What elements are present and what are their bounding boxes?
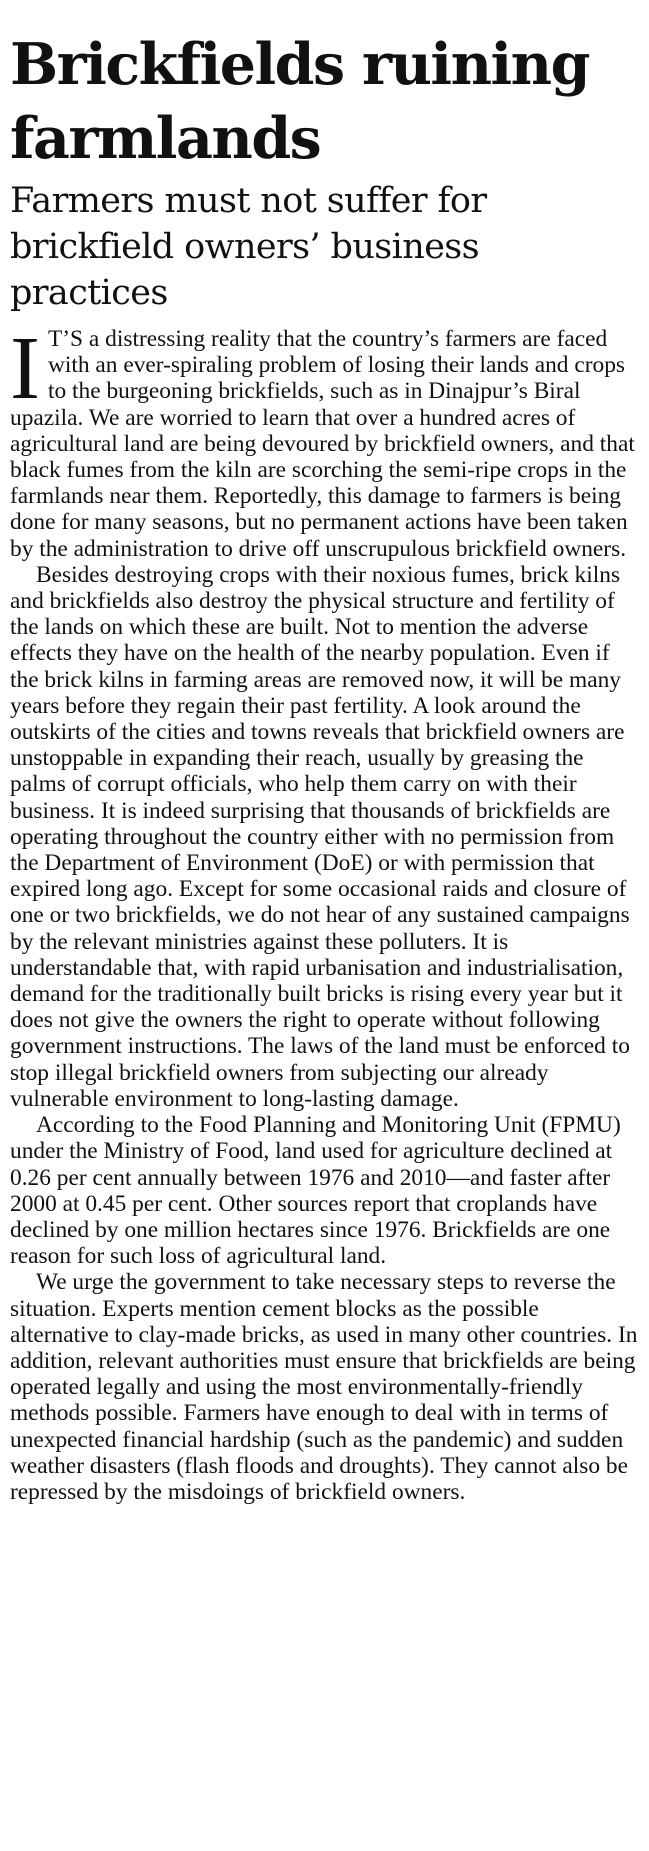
article-body <box>10 319 641 1505</box>
paragraph-2: Besides destroying crops with their noxious fumes, brick kilns and brickfields also destroy the physical structure and fertility of the lands on which these are built. Not to mention the adverse effects they have on the health of the nearby population. Even if the brick kilns in farming areas are removed now, it will be many years before they regain their past fertility. A look around the outskirts of the cities and towns reveals that brickfield owners are unstoppable in expanding their reach, usually by greasing the palms of corrupt officials, who help them carry on with their business. It is indeed surprising that thousands of brickfields are operating throughout the country either with no permission from the Department of Environment (DoE) or with permission that expired long ago. Except for some occasional raids and closure of one or two brickfields, we do not hear of any sustained campaigns by the relevant ministries against these polluters. It is understandable that, with rapid urbanisation and industrialisation, demand for the traditionally built bricks is rising every year but it does not give the owners the right to operate without following government instructions. The laws of the land must be enforced to stop illegal brickfield owners from subjecting our already vulnerable environment to long-lasting damage. <box>10 561 630 1112</box>
headline: Brickfields ruining farmlands <box>10 31 589 172</box>
paragraph-3: According to the Food Planning and Monitoring Unit (FPMU) under the Ministry of Food, land used for agriculture declined at 0.26 per cent annually between 1976 and 2010—and faster after 2000 at 0.45 per cent. Other sources report that croplands have declined by one million hectares since 1976. Brickfields are one reason for such loss of agricultural land. <box>10 1112 621 1270</box>
paragraph-4: We urge the government to take necessary steps to reverse the situation. Experts mention cement blocks as the possible alternative to clay-made bricks, as used in many other countries. In addition, relevant authorities must ensure that brickfields are being operated legally and using the most environmentally-friendly methods possible. Farmers have enough to deal with in terms of unexpected financial hardship (such as the pandemic) and sudden weather disasters (flash floods and droughts). They cannot also be repressed by the misdoings of brickfield owners. <box>10 1269 638 1505</box>
paragraph-1-text: T’S a distressing reality that the country’s farmers are faced with an ever-spiraling problem of losing their lands and crops to the burgeoning brickfields, such as in Dinajpur’s Biral upazila. We are worried to learn that over a hundred acres of agricultural land are being devoured by brickfield owners, and that black fumes from the kiln are scorching the semi-ripe crops in the farmlands near them. Reportedly, this damage to farmers is being done for many seasons, but no permanent actions have been taken by the administration to drive off unscrupulous brickfield owners. <box>10 326 635 562</box>
drop-cap: I <box>10 319 40 418</box>
paragraph-1 <box>10 319 641 562</box>
subheadline: Farmers must not suffer for brickfield owners’ business practices <box>10 181 487 313</box>
